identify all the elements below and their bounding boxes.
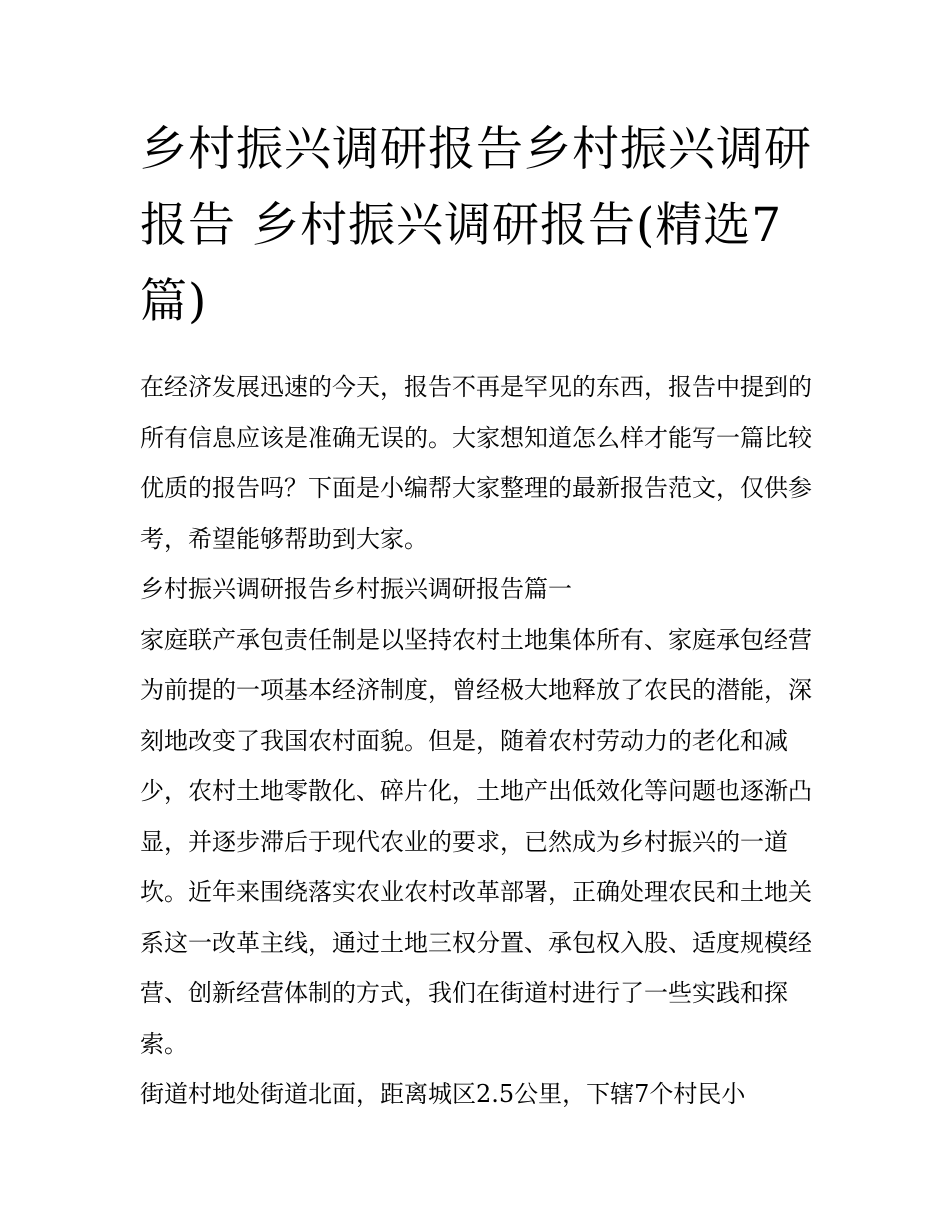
section-heading: 乡村振兴调研报告乡村振兴调研报告篇一 xyxy=(140,575,572,603)
document-page xyxy=(140,112,816,1120)
intro-paragraph: 在经济发展迅速的今天，报告不再是罕见的东西，报告中提到的所有信息应该是准确无误的。大家想知道怎么样才能写一篇比较优质的报告吗？下面是小编帮大家整理的最新报告范文，仅供参考，希望能够帮助到大家。 xyxy=(140,373,812,553)
document-title: 乡村振兴调研报告乡村振兴调研报告 乡村振兴调研报告(精选7篇) xyxy=(140,122,812,329)
document-body xyxy=(140,362,816,1120)
body-paragraph-continued: 街道村地处街道北面，距离城区2.5公里，下辖7个村民小 xyxy=(140,1080,746,1108)
body-paragraph: 家庭联产承包责任制是以坚持农村土地集体所有、家庭承包经营为前提的一项基本经济制度，曾经极大地释放了农民的潜能，深刻地改变了我国农村面貌。但是，随着农村劳动力的老化和减少，农村土地零散化、碎片化，土地产出低效化等问题也逐渐凸显，并逐步滞后于现代农业的要求，已然成为乡村振兴的一道坎。近年来围绕落实农业农村改革部署，正确处理农民和土地关系这一改革主线，通过土地三权分置、承包权入股、适度规模经营、创新经营体制的方式，我们在街道村进行了一些实践和探索。 xyxy=(140,625,812,1058)
